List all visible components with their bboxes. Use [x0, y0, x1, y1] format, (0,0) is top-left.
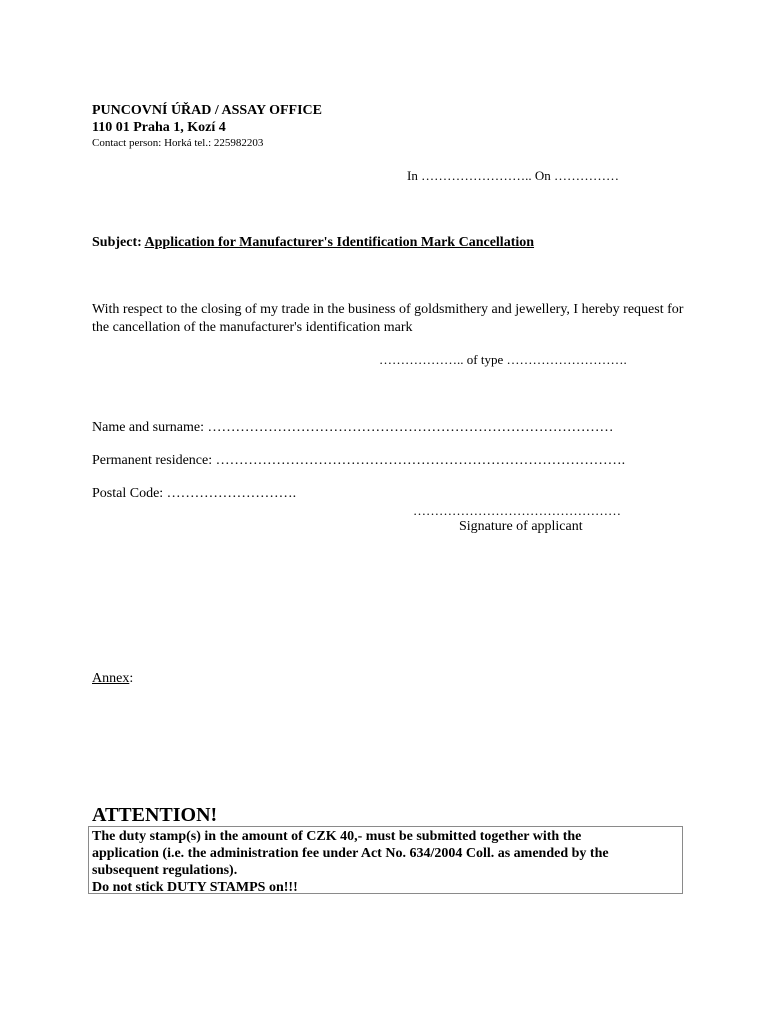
subject-line	[92, 235, 534, 251]
permanent-residence-field: Permanent residence: …………………………………………………………………………….	[92, 453, 626, 468]
signature-line: …………………………………………	[413, 503, 621, 518]
office-name: PUNCOVNÍ ÚŘAD / ASSAY OFFICE	[92, 103, 322, 118]
office-address: 110 01 Praha 1, Kozí 4	[92, 120, 226, 135]
name-surname-field: Name and surname: ……………………………………………………………………………	[92, 420, 614, 435]
subject-text: Application for Manufacturer's Identification Mark Cancellation	[144, 235, 535, 250]
request-paragraph: With respect to the closing of my trade in the business of goldsmithery and jewellery, I hereby request for the cancellation of the manufacturer's identification mark	[92, 302, 684, 335]
attention-notice-box	[88, 826, 683, 894]
notice-line-3: subsequent regulations).	[92, 863, 238, 878]
annex-colon: :	[129, 671, 134, 686]
place-date-line: In …………………….. On ……………	[407, 168, 619, 183]
attention-heading: ATTENTION!	[92, 804, 218, 826]
signature-label: Signature of applicant	[459, 519, 583, 534]
annex-text: Annex	[92, 671, 130, 686]
mark-type-line: ……………….. of type ……………………….	[379, 352, 627, 367]
notice-line-4: Do not stick DUTY STAMPS on!!!	[92, 880, 298, 895]
notice-line-1: The duty stamp(s) in the amount of CZK 40,- must be submitted together with the	[92, 829, 582, 844]
contact-person: Contact person: Horká tel.: 225982203	[92, 137, 264, 149]
notice-line-2: application (i.e. the administration fee under Act No. 634/2004 Coll. as amended by the	[92, 846, 609, 861]
postal-code-field: Postal Code: ……………………….	[92, 486, 297, 501]
annex-label	[92, 671, 133, 687]
subject-label: Subject:	[92, 235, 142, 250]
